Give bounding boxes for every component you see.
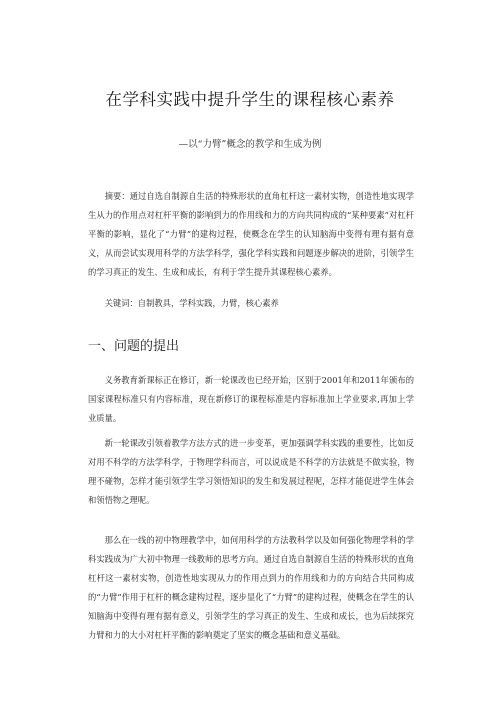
document-title: 在学科实践中提升学生的课程核心素养 (105, 90, 395, 109)
body-paragraph-3: 那么在一线的初中物理教学中，如何用科学的方法教科学以及如何强化物理学科的学科实践成为广大初中物理一线教师的思考方向。通过自选自制源自生活的特殊形状的直角杠杆这一素材实物，创造性地实现从力的作用点到力的作用线和力的方向结合共同构成的“力臂”作用于杠杆的概念建构过程，逐步显化了“力臂”的建构过程，使概念在学生的认知脑海中变得有理有据有意义，引领学生的学习真正的发生、生成和成长，也为后续探究力臂和力的大小对杠杆平衡的影响奠定了坚实的概念基础和意义基础。 (88, 535, 414, 640)
document-subtitle: —以“力臂”概念的教学和生成为例 (178, 139, 322, 150)
body-paragraph-1: 义务教育新课标正在修订，新一轮课改也已经开始，区别于2001年和2011年颁布的国家课程标准只有内容标准，现在新修订的课程标准是内容标准加上学业要求,再加上学业质量。 (88, 375, 414, 423)
body-paragraph-2: 新一轮课改引领着教学方法方式的进一步变革，更加强调学科实践的重要性，比如反对用不科学的方法学科学，于物理学科而言，可以说成是不科学的方法就是不做实验，物理不碰物，怎样才能引领学生学习领悟知识的发生和发展过程呢，怎样才能促进学生体会和领悟物之理呢。 (88, 438, 414, 505)
keywords-line: 关键词：自制教具，学科实践，力臂，核心素养 (104, 298, 279, 308)
abstract-paragraph: 摘要：通过自选自制源自生活的特殊形状的直角杠杆这一素材实物，创造性地实现学生从力的作用点对杠杆平衡的影响到力的作用线和力的方向共同构成的“某种要素”对杠杆平衡的影响，显化了“力臂”的建构过程，使概念在学生的认知脑海中变得有理有据有意义，从而尝试实现用科学的方法学科学，强化学科实践和问题逐步解决的进阶，引领学生的学习真正的发生、生成和成长，有利于学生提升其课程核心素养。 (88, 191, 414, 277)
section-heading: 一、问题的提出 (88, 339, 180, 354)
